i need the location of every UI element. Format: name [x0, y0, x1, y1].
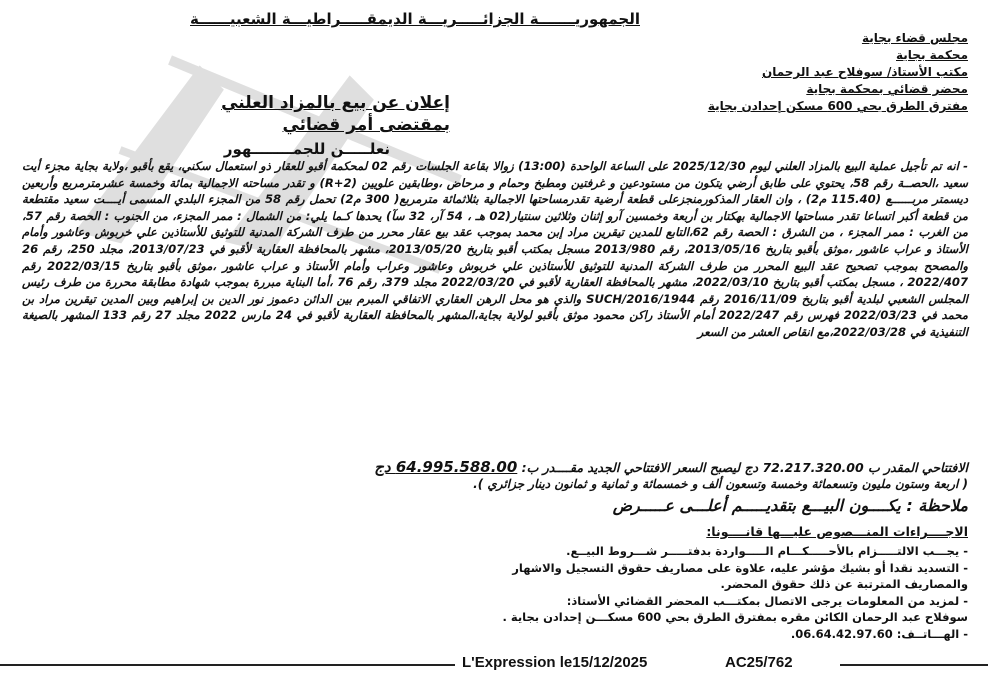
- publication-reference: AC25/762: [725, 654, 793, 671]
- notice-body: - انه تم تأجيل عملية البيع بالمزاد العلني ليوم 2025/12/30 على الساعة الواحدة (13:00) زوالا بقاعة الجلسات رقم 02 لمحكمة أقبو للعقار ذو استعمال سكني، يقع بأقبو ،ولاية بجاية مجزء أيت سعيد ،الحصــة رقم 58، يحتوي على طابق أرضي يتكون من مستودعين و غرفتين ومطبخ وحمام و مرحاض ،وطابقين علويين (R+2) و تقدر مساحته الاجمالية بمائة وخمسة عشرمترمربع وأربعين ديسمتر مربــــــع (115.40 م2) ، وان العقار المذكورمنجزعلى قطعة أرضية تقدرمساحتها الاجمالية بثلاثمائة مترمربع( 300 م2) تحمل رقم 58 من المجزء البلدي المسمى أيــــت سعيد مقتطعة من قطعة أكبر اتساعا تقدر مساحتها الاجمالية بهكتار بن أربعة وخمسين آرو إثنان وثلاثين سنتيار(02 هـ ، 54 آر، 32 سآ) يحدها كـما يلي: من الشمال : ممر المجزء، من الجنوب : الحصة رقم 57، من الغرب : ممر المجزء ، من الشرق : الحصة رقم 62،التابع للمدين تيقرين مراد إبن محمد بموجب عقد بيع عقار محرر من طرف الشركة المدنية للتوثيق للأستاذين علي خربوش وعاشور وأمام الأستاذ و عراب عاشور ،موثق بأقبو بتاريخ 2013/05/16، رقم 2013/980 مسجل بمكتب أقبو بتاريخ 2013/05/20، مشهر بالمحافظة العقارية لأقبو في 2013/07/23، مجلد 250، رقم 26 والمصحح بموجب تصحيح عقد البيع المحرر من طرف الشركة المدنية للتوثيق للأستاذين علي خربوش وعاشور وعراب وأمام الأستاذ و عراب عاشور ،موثق بأقبو بتاريخ 2022/03/15 رقم 2022/407 ، مسجل بمكتب أقبو بتاريخ 2022/03/10، مشهر بالمحافظة العقارية لأقبو في 2022/03/20 مجلد 379، رقم 76 ،أما البناية مبررة بموجب شهادة مطابقة محررة من طرف رئيس المجلس الشعبي لبلدية أقبو بتاريخ 2016/11/09 رقم 1944/SUCH/2016 والذي هو محل الرهن العقاري الاتفاقي المبرم بين الدائن دعموز نور الدين بن إبراهيم وبين المدين تيقرين مراد بن محمد في 2022/03/23 فهرس رقم 2022/247 أمام الأستاذ راكن محمود موثق بأقبو لولاية بجاية،المشهر بالمحافظة العقارية لأقبو في 24 مارس 2022 مجلد 27 رقم 133 المشهر بالصيغة التنفيذية في 2022/03/28،مع انقاص العشر من السعر: [22, 159, 969, 339]
- publication-footer: [0, 653, 988, 676]
- procedure-item: - التسديد نقدا أو بشيك مؤشر عليه، علاوة على مصاريف حقوق التسجيل والاشهار: [512, 560, 968, 575]
- price-line: [22, 458, 968, 476]
- notice-title: إعلان عن بيع بالمزاد العلني: [221, 93, 450, 113]
- sale-note: ملاحظة : يكــــون البيـــع بتقديـــــم أعلـــى عـــــرض: [612, 496, 968, 515]
- new-price: 64.995.588.00 دج: [374, 458, 518, 476]
- notice-heading: [150, 92, 450, 158]
- procedure-item: - لمزيد من المعلومات يرجى الاتصال بمكتـــب المحضر القضائي الأستاذ:: [566, 593, 968, 608]
- issuer-line-office: مكتب الأستاذ/ سوفلاح عبد الرحمان: [761, 65, 968, 79]
- issuer-block: [568, 30, 968, 115]
- issuer-line-bailiff: محضر قضائي بمحكمة بجاية: [806, 82, 968, 96]
- procedure-item: والمصاريف المترتبة عن ذلك حقوق المحضر.: [720, 577, 968, 591]
- procedures-list: [268, 543, 968, 642]
- republic-header: الجمهوريـــــــة الجزائـــــريـــة الديمقـــــراطيـــة الشعبيــــــة: [190, 10, 640, 28]
- publication-name-date: L'Expression le15/12/2025: [462, 654, 648, 671]
- issuer-line-court: محكمة بجاية: [896, 48, 968, 62]
- procedure-item: سوفلاح عبد الرحمان الكائن مقره بمفترق الطرق بحي 600 مسكـــن إحدادن بجاية .: [502, 610, 968, 624]
- procedures-title: الاجــــراءات المنـــصوص عليـــها قانــــونا:: [706, 524, 968, 539]
- notice-subtitle: نعلـــــن للجمــــــــهور: [223, 140, 390, 158]
- footer-rule-right: [840, 664, 988, 666]
- footer-rule-left: [0, 664, 455, 666]
- notice-title-line2: بمقتضى أمر قضائي: [282, 115, 450, 135]
- procedure-item: - يجـــب الالتـــــزام بالأحـــــكـــام الـــــواردة بدفتـــــر شـــروط البيــع.: [566, 544, 968, 558]
- issuer-line-address: مفترق الطرق بحي 600 مسكن إحدادن بجاية: [707, 99, 968, 113]
- procedure-item-phone: - الهـــاتــف: 06.64.42.97.60.: [790, 626, 968, 641]
- issuer-line-court-council: مجلس قضاء بجاية: [861, 31, 968, 45]
- price-prefix: الافتتاحي المقدر ب 72.217.320.00 دج ليصبح السعر الافتتاحي الجديد مقــــدر ب:: [521, 460, 968, 475]
- price-in-words: ( اربعة وستون مليون وتسعمائة وخمسة وتسعون ألف و خمسمائة و ثمانية و ثمانون دينار جزائري ).: [473, 477, 968, 491]
